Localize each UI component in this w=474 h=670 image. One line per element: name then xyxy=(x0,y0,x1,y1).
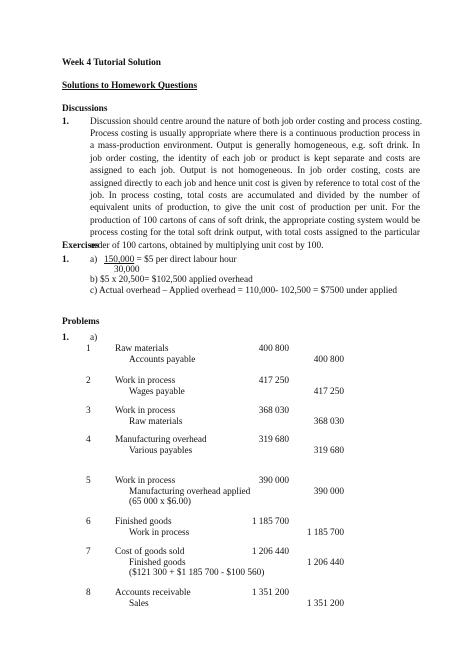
entry-number: 7 xyxy=(86,547,91,557)
entry-debit-account: Raw materials xyxy=(115,344,169,354)
discussions-line: Discussion should centre around the nature of both job order costing and process costing. xyxy=(90,117,423,127)
entry-credit-amount: 417 250 xyxy=(313,387,344,397)
entry-credit-amount: 400 800 xyxy=(313,355,344,365)
entry-debit-account: Work in process xyxy=(115,376,176,386)
entry-credit-account: Finished goods xyxy=(129,558,186,568)
exercise-a-label: a) xyxy=(90,255,98,265)
entry-debit-amount: 1 206 440 xyxy=(251,547,289,557)
entry-credit-account: Raw materials xyxy=(129,417,183,427)
exercises-heading: Exercises xyxy=(62,241,100,251)
entry-debit-account: Work in process xyxy=(115,406,176,416)
problems-item-number: 1. xyxy=(62,333,69,343)
entry-credit-amount: 368 030 xyxy=(313,417,344,427)
entry-credit-amount: 1 185 700 xyxy=(306,528,344,538)
entry-debit-account: Manufacturing overhead xyxy=(115,435,207,445)
entry-credit-account: Sales xyxy=(129,599,149,609)
entry-credit-amount: 319 680 xyxy=(313,446,344,456)
entry-debit-amount: 368 030 xyxy=(258,406,289,416)
exercises-item-number: 1. xyxy=(62,255,69,265)
entry-debit-account: Accounts receivable xyxy=(115,588,191,598)
problems-part-label: a) xyxy=(90,333,98,343)
document-subtitle: Solutions to Homework Questions xyxy=(62,81,198,91)
entry-number: 1 xyxy=(86,344,91,354)
entry-number: 4 xyxy=(86,435,91,445)
exercise-a-denominator: 30,000 xyxy=(114,265,140,275)
entry-note: (65 000 x $6.00) xyxy=(129,497,191,507)
document-title: Week 4 Tutorial Solution xyxy=(62,58,161,68)
entry-credit-amount: 390 000 xyxy=(313,487,344,497)
entry-debit-account: Finished goods xyxy=(115,517,172,527)
entry-note: ($121 300 + $1 185 700 - $100 560) xyxy=(129,568,265,578)
entry-credit-amount: 1 206 440 xyxy=(306,558,344,568)
entry-debit-account: Cost of goods sold xyxy=(115,547,185,557)
entry-debit-amount: 319 680 xyxy=(258,435,289,445)
exercise-a-formula xyxy=(104,256,237,265)
discussions-heading: Discussions xyxy=(62,104,108,114)
entry-debit-amount: 390 000 xyxy=(258,476,289,486)
entry-debit-amount: 1 185 700 xyxy=(251,517,289,527)
exercise-c: c) Actual overhead – Applied overhead = 110,000- 102,500 = $7500 under applied xyxy=(90,286,398,296)
entry-number: 5 xyxy=(86,476,91,486)
entry-debit-amount: 400 800 xyxy=(258,344,289,354)
entry-number: 3 xyxy=(86,406,91,416)
exercise-a-rest: = $5 per direct labour hour xyxy=(134,255,237,265)
entry-debit-amount: 417 250 xyxy=(258,376,289,386)
discussions-paragraph: Process costing is usually appropriate where there is a continuous production process in a mass-production environment. Output is generally homogeneous, e.g. soft drink. In job order costing, the identity of each job or product is kept separate and costs are assigned to each job. Output is not homogeneous. In job order costing, costs are assigned directly to each job and hence unit cost is given by reference to total cost of the job. In process costing, total costs are accumulated and divided by the number of equivalent units of production, to give the unit cost of production per unit. For the production of 100 cartons of cans of soft drink, the appropriate costing system would be process costing for the total soft drink output, with total costs assigned to the particular order of 100 cartons, obtained by multiplying unit cost by 100. xyxy=(90,129,420,251)
entry-credit-amount: 1 351 200 xyxy=(306,599,344,609)
discussions-item-number: 1. xyxy=(62,117,69,127)
entry-number: 6 xyxy=(86,517,91,527)
entry-number: 2 xyxy=(86,376,91,386)
entry-number: 8 xyxy=(86,588,91,598)
entry-credit-account: Manufacturing overhead applied xyxy=(129,487,251,497)
exercise-b: b) $5 x 20,500= $102,500 applied overhead xyxy=(90,275,253,285)
entry-debit-account: Work in process xyxy=(115,476,176,486)
entry-debit-amount: 1 351 200 xyxy=(251,588,289,598)
exercise-a-numerator: 150,000 xyxy=(104,255,135,265)
entry-credit-account: Accounts payable xyxy=(129,355,196,365)
entry-credit-account: Various payables xyxy=(129,446,193,456)
problems-heading: Problems xyxy=(62,317,100,327)
entry-credit-account: Work in process xyxy=(129,528,190,538)
entry-credit-account: Wages payable xyxy=(129,387,185,397)
